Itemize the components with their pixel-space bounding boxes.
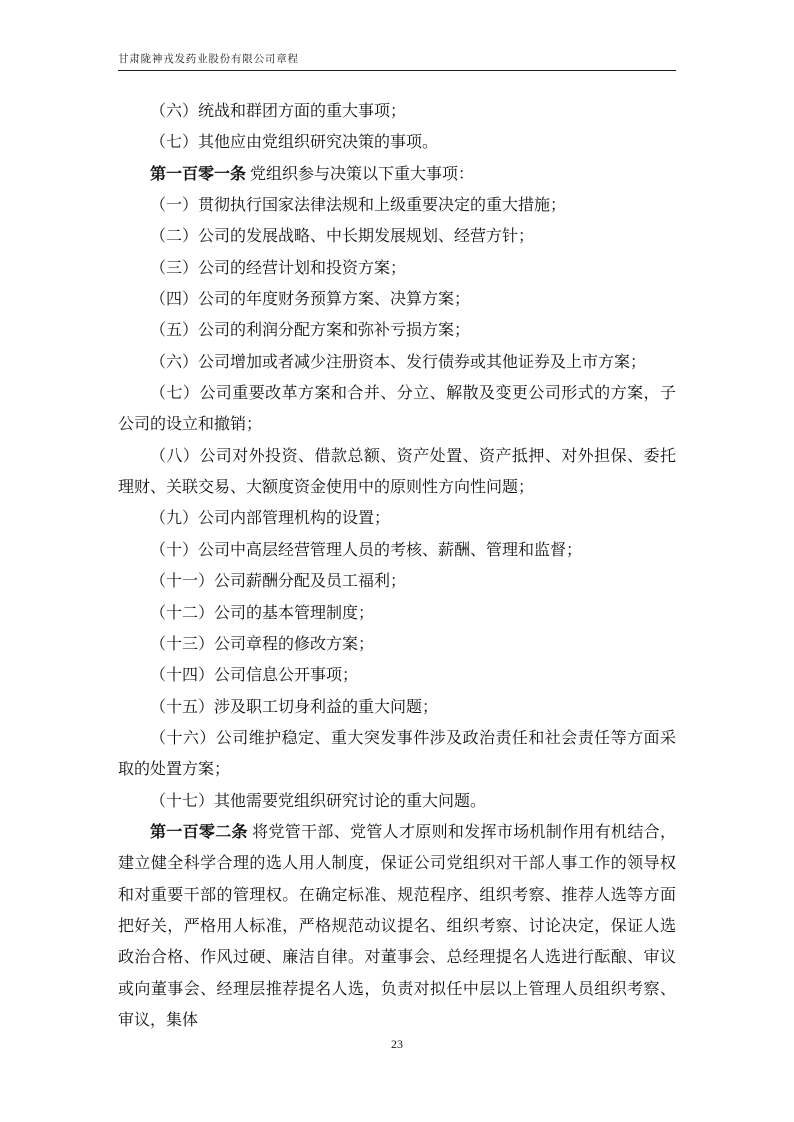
clause-paragraph: （七）其他应由党组织研究决策的事项。 [150, 134, 439, 152]
article-text: 将党管干部、党管人才原则和发挥市场机制作用有机结合，建立健全科学合理的选人用人制度，保证公司党组织对干部人事工作的领导权和对重要干部的管理权。在确定标准、规范程序、组织考察、推荐人选等方面把好关，严格用人标准，严格规范动议提名、组织考察、讨论决定，保证人选政治合格、作风过硬、廉洁自律。对董事会、总经理提名人选进行酝酿、审议或向董事会、经理层推荐提名人选，负责对拟任中层以上管理人员组织考察、审议，集体 [118, 823, 676, 1029]
clause-paragraph: （十七）其他需要党组织研究讨论的重大问题。 [150, 792, 487, 810]
page-footer [0, 1036, 794, 1052]
header-title: 甘肃陇神戎发药业股份有限公司章程 [118, 54, 299, 65]
clause-paragraph: （十五）涉及职工切身利益的重大问题； [150, 698, 439, 716]
page-header [118, 53, 676, 71]
clause-paragraph: （一）贯彻执行国家法律法规和上级重要决定的重大措施； [150, 197, 567, 215]
clause-paragraph: （十六）公司维护稳定、重大突发事件涉及政治责任和社会责任等方面采取的处置方案； [118, 729, 676, 779]
clause-paragraph: （八）公司对外投资、借款总额、资产处置、资产抵押、对外担保、委托理财、关联交易、大额度资金使用中的原则性方向性问题； [118, 447, 676, 497]
clause-paragraph: （六）统战和群团方面的重大事项； [150, 103, 407, 120]
clause-paragraph: （十四）公司信息公开事项； [150, 667, 359, 685]
article-number: 第一百零一条 [150, 165, 247, 183]
document-body [118, 96, 676, 1036]
clause-paragraph: （七）公司重要改革方案和合并、分立、解散及变更公司形式的方案，子公司的设立和撤销； [118, 385, 676, 434]
clause-paragraph: （六）公司增加或者减少注册资本、发行债券或其他证券及上市方案； [150, 353, 647, 371]
article-paragraph [118, 159, 676, 190]
page-number: 23 [391, 1037, 403, 1051]
clause-paragraph: （十二）公司的基本管理制度； [150, 604, 375, 622]
article-text: 党组织参与决策以下重大事项： [250, 165, 475, 183]
clause-paragraph: （九）公司内部管理机构的设置； [150, 510, 391, 528]
clause-paragraph: （十一）公司薪酬分配及员工福利； [150, 573, 407, 591]
article-number: 第一百零二条 [150, 823, 248, 841]
article-paragraph [118, 817, 676, 1036]
clause-paragraph: （十）公司中高层经营管理人员的考核、薪酬、管理和监督； [150, 541, 583, 559]
clause-paragraph: （二）公司的发展战略、中长期发展规划、经营方针； [150, 228, 535, 246]
clause-paragraph: （三）公司的经营计划和投资方案； [150, 259, 407, 277]
clause-paragraph: （五）公司的利润分配方案和弥补亏损方案； [150, 322, 471, 340]
clause-paragraph: （十三）公司章程的修改方案； [150, 635, 375, 653]
clause-paragraph: （四）公司的年度财务预算方案、决算方案； [150, 291, 471, 309]
